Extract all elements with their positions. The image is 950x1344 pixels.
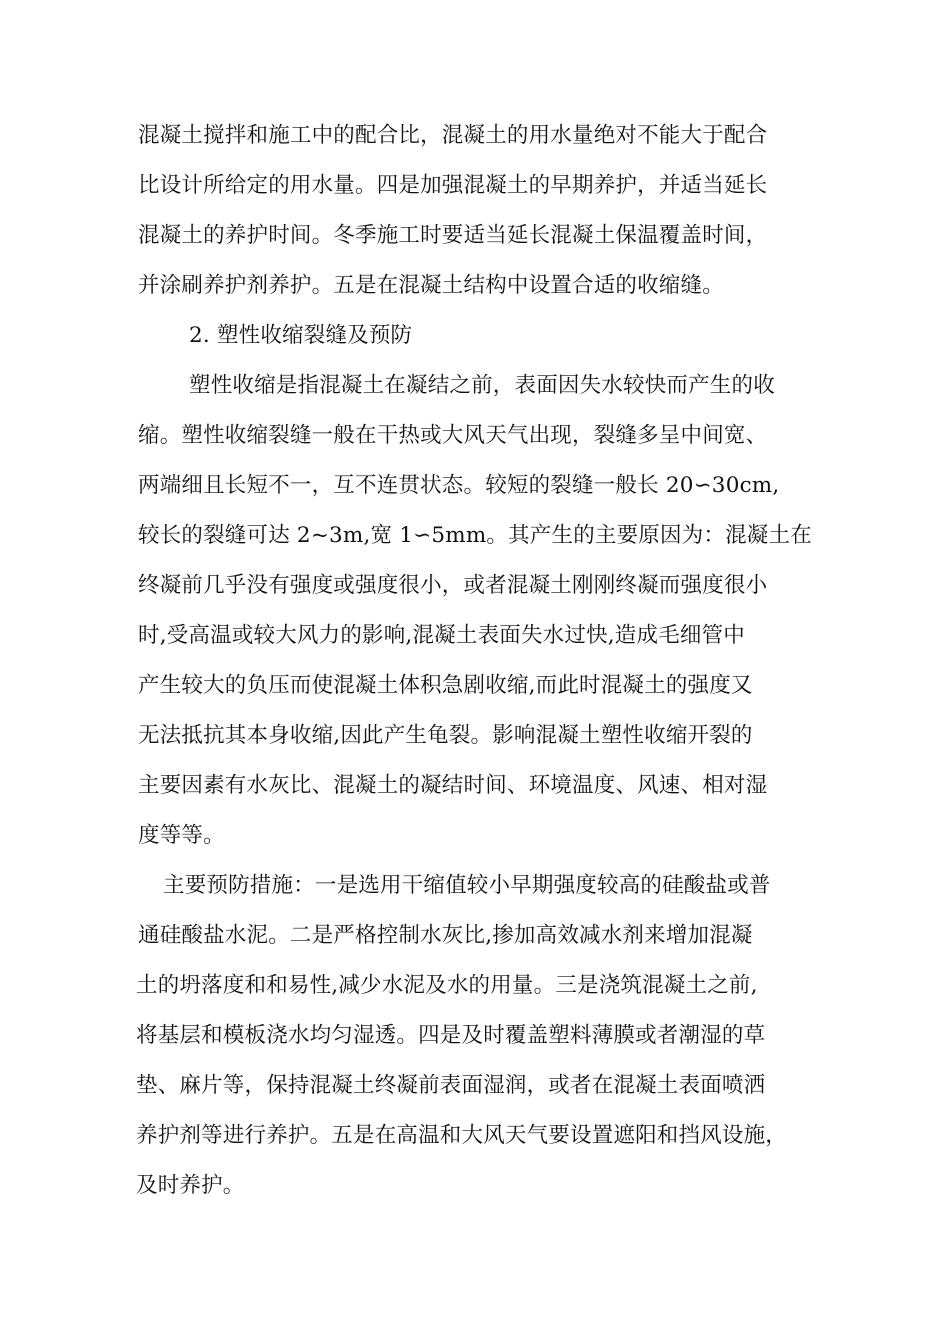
text-line: 时,受高温或较大风力的影响,混凝土表面失水过快,造成毛细管中	[138, 623, 746, 648]
text-line: 产生较大的负压而使混凝土体积急剧收缩,而此时混凝土的强度又	[138, 673, 753, 698]
text-line: 并涂刷养护剂养护。五是在混凝土结构中设置合适的收缩缝。	[138, 273, 724, 298]
text-line: 及时养护。	[136, 1173, 245, 1198]
section-heading: 2. 塑性收缩裂缝及预防	[189, 323, 413, 348]
text-line: 通硅酸盐水泥。二是严格控制水灰比,掺加高效减水剂来增加混凝	[138, 923, 753, 948]
text-line: 将基层和模板浇水均匀湿透。四是及时覆盖塑料薄膜或者潮湿的草	[136, 1023, 766, 1048]
text-line: 缩。塑性收缩裂缝一般在干热或大风天气出现，裂缝多呈中间宽、	[138, 423, 768, 448]
text-line: 混凝土的养护时间。冬季施工时要适当延长混凝土保温覆盖时间，	[138, 223, 768, 248]
text-line: 塑性收缩是指混凝土在凝结之前，表面因失水较快而产生的收	[189, 373, 775, 398]
text-line: 混凝土搅拌和施工中的配合比，混凝土的用水量绝对不能大于配合	[138, 123, 768, 148]
text-line: 度等等。	[138, 823, 225, 848]
text-line: 终凝前几乎没有强度或强度很小，或者混凝土刚刚终凝而强度很小	[138, 573, 768, 598]
text-line: 两端细且长短不一，互不连贯状态。较短的裂缝一般长 20∽30cm,	[138, 473, 780, 498]
text-line: 土的坍落度和和易性,减少水泥及水的用量。三是浇筑混凝土之前,	[136, 973, 758, 998]
text-line: 主要因素有水灰比、混凝土的凝结时间、环境温度、风速、相对湿	[138, 773, 768, 798]
text-line: 无法抵抗其本身收缩,因此产生龟裂。影响混凝土塑性收缩开裂的	[138, 723, 753, 748]
text-line: 主要预防措施：一是选用干缩值较小早期强度较高的硅酸盐或普	[163, 873, 771, 898]
text-line: 比设计所给定的用水量。四是加强混凝土的早期养护，并适当延长	[138, 173, 768, 198]
text-line: 垫、麻片等，保持混凝土终凝前表面湿润，或者在混凝土表面喷洒	[136, 1073, 766, 1098]
text-line: 较长的裂缝可达 2~3m,宽 1∽5mm。其产生的主要原因为：混凝土在	[138, 523, 812, 548]
text-line: 养护剂等进行养护。五是在高温和大风天气要设置遮阳和挡风设施，	[136, 1123, 788, 1148]
